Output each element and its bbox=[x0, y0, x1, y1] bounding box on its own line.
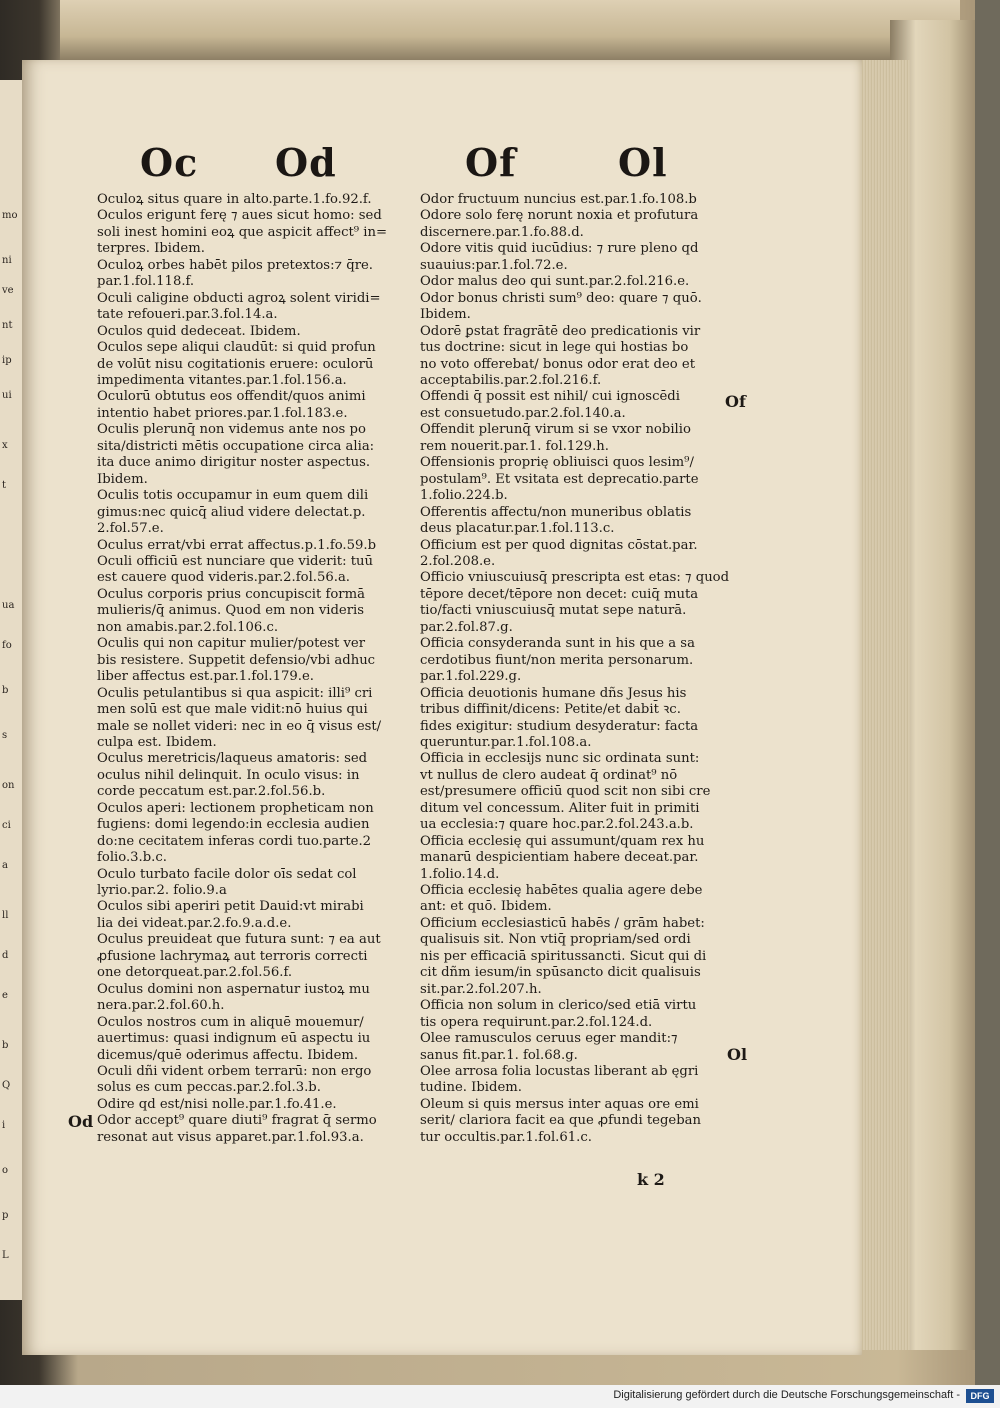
index-entry-line: Oculis plerunq̄ non videmus ante nos po bbox=[97, 422, 366, 438]
index-entry-line: tudine. Ibidem. bbox=[420, 1080, 522, 1096]
index-entry-line: liber affectus est.par.1.fol.179.e. bbox=[97, 669, 314, 685]
facing-page-fragment: ui bbox=[2, 390, 12, 401]
index-entry-line: ditum vel concessum. Aliter fuit in primiti bbox=[420, 800, 700, 816]
index-entry-line: est/presumere officiū quod scit non sibi cre bbox=[420, 784, 711, 800]
facing-page-fragment: b bbox=[2, 1040, 9, 1051]
index-entry-line: Oculus domini non aspernatur iustoꝝ mu bbox=[97, 981, 370, 997]
index-entry-line: Oculus meretricis/laqueus amatoris: sed bbox=[97, 751, 368, 767]
index-entry-line: Officia ecclesię qui assumunt/quam rex hu bbox=[420, 833, 705, 849]
index-entry-line: sita/districti mētis occupatione circa alia: bbox=[97, 438, 375, 454]
footer-credit: Digitalisierung gefördert durch die Deutsche Forschungsgemeinschaft - bbox=[613, 1389, 960, 1401]
headword: Oc bbox=[140, 140, 199, 185]
facing-page-fragment: on bbox=[2, 780, 15, 791]
index-entry-line: Offendi q̄ possit est nihil/ cui ignoscēdi bbox=[420, 389, 680, 405]
facing-page-fragment: L bbox=[2, 1250, 9, 1261]
index-entry-line: Oculoꝝ situs quare in alto.parte.1.fo.92.f. bbox=[97, 192, 372, 207]
index-entry-line: soli inest homini eoꝝ que aspicit affect⁹ in= bbox=[97, 224, 388, 240]
index-entry-line: Officia in ecclesijs nunc sic ordinata sunt: bbox=[420, 751, 700, 767]
margin-label-ol: Ol bbox=[727, 1045, 748, 1064]
facing-page-fragment: ni bbox=[2, 255, 12, 266]
index-entry-line: Odor accept⁹ quare diuti⁹ fragrat q̄ sermo bbox=[97, 1113, 377, 1129]
index-entry-line: Officia consyderanda sunt in his que a sa bbox=[420, 636, 695, 652]
index-entry-line: rem nouerit.par.1. fol.129.h. bbox=[420, 438, 609, 454]
index-entry-line: tio/facti vniuscuiusq̄ mutat sepe naturā. bbox=[420, 603, 687, 619]
facing-page-fragment: ua bbox=[2, 600, 15, 611]
index-entry-line: bis resistere. Suppetit defensio/vbi adhuc bbox=[97, 652, 376, 668]
facing-page-fragment: x bbox=[2, 440, 8, 451]
index-entry-line: fugiens: domi legendo:in ecclesia audien bbox=[97, 817, 370, 833]
index-entry-line: par.2.fol.87.g. bbox=[420, 619, 513, 635]
index-entry-line: Odorē ꝑstat fragrātē deo predicationis vir bbox=[420, 323, 701, 339]
index-entry-line: corde peccatum est.par.2.fol.56.b. bbox=[97, 784, 326, 800]
index-entry-line: 1.folio.14.d. bbox=[420, 866, 500, 882]
index-entry-line: Oculos erigunt ferę ⁊ aues sicut homo: sed bbox=[97, 208, 382, 224]
index-entry-line: Oculos sibi aperiri petit Dauid:vt mirabi bbox=[97, 899, 364, 915]
index-entry-line: dicemus/quē oderimus affectu. Ibidem. bbox=[97, 1047, 359, 1063]
index-entry-line: Odor bonus christi sum⁹ deo: quare ⁊ quō. bbox=[420, 290, 702, 306]
index-entry-line: Ibidem. bbox=[97, 471, 148, 487]
index-entry-line: Oculis qui non capitur mulier/potest ver bbox=[97, 636, 366, 652]
index-entry-line: fides exigitur: studium desyderatur: facta bbox=[420, 718, 699, 734]
index-entry-line: nera.par.2.fol.60.h. bbox=[97, 998, 225, 1014]
index-entry-line: Oculorū obtutus eos offendit/quos animi bbox=[97, 389, 366, 405]
index-entry-line: qualisuis sit. Non vtiq̄ propriam/sed ordi bbox=[420, 932, 691, 948]
index-entry-line: resonat aut visus apparet.par.1.fol.93.a. bbox=[97, 1129, 364, 1145]
headword: Ol bbox=[618, 140, 668, 185]
index-entry-line: non amabis.par.2.fol.106.c. bbox=[97, 619, 279, 635]
index-entry-line: lyrio.par.2. folio.9.a bbox=[97, 883, 227, 899]
headword: Of bbox=[465, 140, 517, 185]
index-entry-line: Offendit plerunq̄ virum si se vxor nobilio bbox=[420, 422, 691, 438]
index-entry-line: Ibidem. bbox=[420, 307, 471, 323]
index-entry-line: Officio vniuscuiusq̄ prescripta est etas: ⁊ quod bbox=[420, 570, 730, 586]
index-entry-line: Offensionis proprię obliuisci quos lesim⁹/ bbox=[420, 455, 694, 471]
index-entry-line: Officia non solum in clerico/sed etiā virtu bbox=[420, 998, 697, 1014]
index-entry-line: tur occultis.par.1.fol.61.c. bbox=[420, 1129, 592, 1145]
index-entry-line: Officium ecclesiasticū habēs / grām habet: bbox=[420, 915, 705, 931]
index-entry-line: Oculoꝝ orbes habēt pilos pretextos:⁊ q̄re. bbox=[97, 257, 373, 273]
index-entry-line: deus placatur.par.1.fol.113.c. bbox=[420, 521, 615, 537]
index-entry-line: Officia deuotionis humane dñs Jesus his bbox=[420, 685, 687, 701]
index-entry-line: auertimus: quasi indignum eū aspectu iu bbox=[97, 1031, 371, 1047]
index-entry-line: manarū despicientiam habere deceat.par. bbox=[420, 850, 699, 866]
facing-page-fragment: ip bbox=[2, 355, 12, 366]
index-entry-line: Oculos nostros cum in aliquē mouemur/ bbox=[97, 1014, 364, 1030]
facing-page-fragment: p bbox=[2, 1210, 9, 1221]
index-entry-line: 1.folio.224.b. bbox=[420, 488, 508, 504]
signature-mark: k 2 bbox=[637, 1170, 665, 1189]
index-entry-line: Odire qd est/nisi nolle.par.1.fo.41.e. bbox=[97, 1096, 337, 1112]
headword: Od bbox=[275, 140, 337, 185]
index-entry-line: Oculo turbato facile dolor oīs sedat col bbox=[97, 866, 357, 882]
facing-page-fragment: ci bbox=[2, 820, 11, 831]
running-headwords bbox=[140, 140, 700, 185]
index-entry-line: Officia ecclesię habētes qualia agere debe bbox=[420, 883, 703, 899]
index-entry-line: vt nullus de clero audeat q̄ ordinat⁹ nō bbox=[420, 767, 678, 783]
facing-page-fragment: nt bbox=[2, 320, 13, 331]
index-entry-line: cit dñm iesum/in spūsancto dicit qualisuis bbox=[420, 965, 701, 981]
index-entry-line: tis opera requirunt.par.2.fol.124.d. bbox=[420, 1014, 653, 1030]
index-entry-line: de volūt nisu cogitationis eruere: oculorū bbox=[97, 356, 374, 372]
index-entry-line: Oculus corporis prius concupiscit formā bbox=[97, 586, 365, 602]
margin-label-of: Of bbox=[725, 392, 746, 411]
index-entry-line: est consuetudo.par.2.fol.140.a. bbox=[420, 405, 626, 421]
facing-page-fragment: ll bbox=[2, 910, 9, 921]
index-entry-line: discernere.par.1.fo.88.d. bbox=[420, 224, 584, 240]
index-entry-line: postulam⁹. Et vsitata est deprecatio.parte bbox=[420, 471, 699, 487]
index-entry-line: Oculos sepe aliqui claudūt: si quid profun bbox=[97, 340, 376, 356]
index-entry-line: Oculos quid dedeceat. Ibidem. bbox=[97, 323, 301, 339]
index-entry-line: Odore vitis quid iucūdius: ⁊ rure pleno qd bbox=[420, 241, 699, 257]
index-entry-line: Oculus errat/vbi errat affectus.p.1.fo.59.b bbox=[97, 537, 377, 553]
facing-page-fragment: o bbox=[2, 1165, 9, 1176]
index-entry-line: Oculos aperi: lectionem propheticam non bbox=[97, 800, 374, 816]
index-entry-line: men solū est que male vidit:nō huius qui bbox=[97, 702, 368, 718]
margin-label-od: Od bbox=[68, 1112, 94, 1131]
book-top-edge bbox=[60, 0, 960, 60]
index-entry-line: Oculus preuideat que futura sunt: ⁊ ea aut bbox=[97, 932, 381, 948]
dfg-logo: DFG bbox=[966, 1389, 994, 1403]
index-entry-line: cerdotibus fiunt/non merita personarum. bbox=[420, 652, 694, 668]
index-entry-line: ꝓfusione lachrymaꝝ aut terroris correcti bbox=[97, 948, 368, 964]
index-entry-line: Oculi officiū est nunciare que viderit: tuū bbox=[97, 553, 374, 569]
index-entry-line: suauius:par.1.fol.72.e. bbox=[420, 257, 568, 273]
left-index-column bbox=[97, 192, 407, 1146]
index-entry-line: est cauere quod videris.par.2.fol.56.a. bbox=[97, 570, 351, 586]
index-entry-line: Oculis totis occupamur in eum quem dili bbox=[97, 488, 369, 504]
index-entry-line: male se nollet videri: nec in eo q̄ visus est/ bbox=[97, 718, 382, 734]
facing-page-fragment: d bbox=[2, 950, 9, 961]
index-entry-line: impedimenta vitantes.par.1.fol.156.a. bbox=[97, 372, 347, 388]
index-entry-line: oculus nihil delinquit. In oculo visus: in bbox=[97, 767, 360, 783]
index-entry-line: culpa est. Ibidem. bbox=[97, 734, 217, 750]
index-entry-line: sit.par.2.fol.207.h. bbox=[420, 981, 542, 997]
index-entry-line: no voto offerebat/ bonus odor erat deo et bbox=[420, 356, 695, 372]
facing-page-fragment: a bbox=[2, 860, 8, 871]
index-entry-line: tus doctrine: sicut in lege qui hostias bo bbox=[420, 340, 689, 356]
index-entry-line: nis per efficaciā spiritussancti. Sicut qui di bbox=[420, 948, 707, 964]
index-entry-line: terpres. Ibidem. bbox=[97, 241, 205, 257]
index-entry-line: do:ne cecitatem inferas cordi tuo.parte.2 bbox=[97, 833, 372, 849]
index-entry-line: par.1.fol.118.f. bbox=[97, 274, 195, 290]
index-entry-line: 2.fol.57.e. bbox=[97, 521, 164, 537]
page-stack-edges bbox=[855, 60, 910, 1350]
facing-page-fragment: s bbox=[2, 730, 8, 741]
index-entry-line: mulieris/q̄ animus. Quod em non videris bbox=[97, 603, 365, 619]
index-entry-line: Officium est per quod dignitas cōstat.par. bbox=[420, 537, 698, 553]
index-entry-line: lia dei videat.par.2.fo.9.a.d.e. bbox=[97, 915, 292, 931]
index-entry-line: queruntur.par.1.fol.108.a. bbox=[420, 734, 592, 750]
facing-page-fragment: i bbox=[2, 1120, 6, 1131]
index-entry-line: sanus fit.par.1. fol.68.g. bbox=[420, 1047, 578, 1063]
index-entry-line: acceptabilis.par.2.fol.216.f. bbox=[420, 372, 602, 388]
index-entry-line: par.1.fol.229.g. bbox=[420, 669, 522, 685]
facing-page-fragment: fo bbox=[2, 640, 12, 651]
index-entry-line: Oleum si quis mersus inter aquas ore emi bbox=[420, 1096, 699, 1112]
index-entry-line: Odor malus deo qui sunt.par.2.fol.216.e. bbox=[420, 274, 690, 290]
index-entry-line: one detorqueat.par.2.fol.56.f. bbox=[97, 965, 293, 981]
facing-page-fragment: mo bbox=[2, 210, 18, 221]
index-entry-line: Odore solo ferę norunt noxia et profutura bbox=[420, 208, 699, 224]
index-entry-line: ua ecclesia:⁊ quare hoc.par.2.fol.243.a.b. bbox=[420, 817, 694, 833]
index-entry-line: tēpore decet/tēpore non decet: cuiq̄ muta bbox=[420, 586, 699, 602]
facing-page-edge bbox=[0, 80, 24, 1300]
index-entry-line: Odor fructuum nuncius est.par.1.fo.108.b bbox=[420, 192, 697, 207]
index-entry-line: intentio habet priores.par.1.fol.183.e. bbox=[97, 405, 348, 421]
facing-page-fragment: t bbox=[2, 480, 7, 491]
index-entry-line: solus es cum peccas.par.2.fol.3.b. bbox=[97, 1080, 321, 1096]
footer-bar bbox=[0, 1385, 1000, 1408]
index-entry-line: Oculi caligine obducti agroꝝ solent viridi= bbox=[97, 290, 381, 306]
index-entry-line: tate refoueri.par.3.fol.14.a. bbox=[97, 307, 278, 323]
index-entry-line: Olee ramusculos ceruus eger mandit:⁊ bbox=[420, 1031, 678, 1047]
right-index-column bbox=[420, 192, 730, 1146]
index-entry-line: serit/ clariora facit ea que ꝓfundi tegeban bbox=[420, 1113, 702, 1129]
facing-page-fragment: Q bbox=[2, 1080, 11, 1091]
facing-page-fragment: ve bbox=[2, 285, 14, 296]
index-entry-line: gimus:nec quicq̄ aliud videre delectat.p. bbox=[97, 504, 366, 520]
index-entry-line: ita duce animo dirigitur noster aspectus. bbox=[97, 455, 371, 471]
index-entry-line: Oculis petulantibus si qua aspicit: illi⁹ cri bbox=[97, 685, 373, 701]
index-entry-line: Oculi dñi vident orbem terrarū: non ergo bbox=[97, 1064, 372, 1080]
facing-page-fragment: b bbox=[2, 685, 9, 696]
index-entry-line: ant: et quō. Ibidem. bbox=[420, 899, 552, 915]
index-entry-line: folio.3.b.c. bbox=[97, 850, 167, 866]
facing-page-fragment: e bbox=[2, 990, 8, 1001]
index-entry-line: Offerentis affectu/non muneribus oblatis bbox=[420, 504, 692, 520]
index-entry-line: tribus diffinit/dicens: Petite/et dabit̄ ꝛc. bbox=[420, 702, 681, 718]
index-entry-line: 2.fol.208.e. bbox=[420, 553, 496, 569]
index-entry-line: Olee arrosa folia locustas liberant ab ęgri bbox=[420, 1064, 699, 1080]
